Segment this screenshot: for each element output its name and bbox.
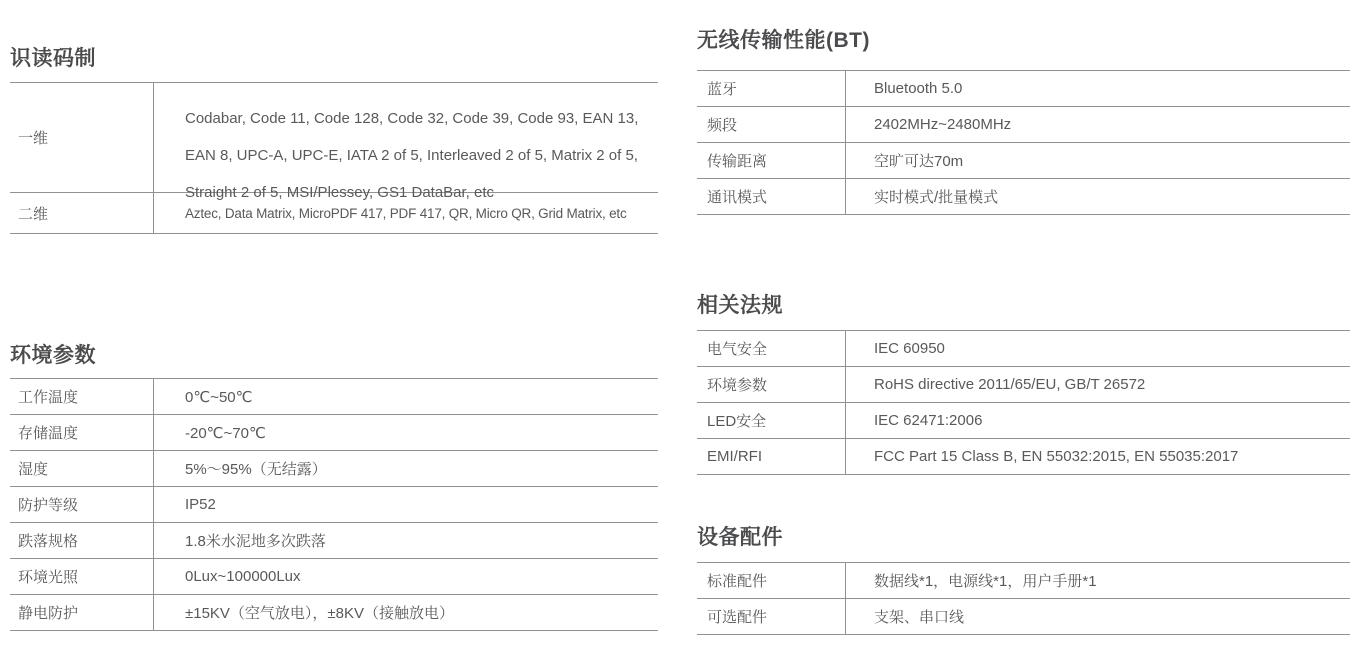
table-row [697,403,1350,439]
row-label: LED安全 [707,413,767,430]
row-label: 通讯模式 [707,189,768,206]
table-row [10,559,658,595]
row-value: 0Lux~100000Lux [153,559,658,594]
row-label: 环境参数 [707,377,768,394]
table-row [697,71,1350,107]
table-row [10,193,658,234]
table-row [10,523,658,559]
table-row [697,331,1350,367]
row-label: 防护等级 [18,497,79,514]
row-label: EMI/RFI [707,448,762,465]
row-value: 5%～95%（无结露） [153,451,658,486]
row-value: 1.8米水泥地多次跌落 [153,523,658,558]
row-label: 工作温度 [18,389,79,406]
row-value: 2402MHz~2480MHz [845,107,1350,142]
row-value: 数据线*1，电源线*1，用户手册*1 [845,563,1350,598]
row-value: Codabar, Code 11, Code 128, Code 32, Code 39, Code 93, EAN 13, EAN 8, UPC-A, UPC-E, IATA 2 of 5, Interleaved 2 of 5, Matrix 2 of 5, Straight 2 of 5, MSI/Plessey, GS1 DataBar, etc [153,83,658,192]
row-label: 传输距离 [707,153,768,170]
row-label: 频段 [707,117,738,134]
section-title-environment: 环境参数 [10,344,96,367]
row-label: 可选配件 [707,609,768,626]
environment-table [10,378,658,631]
row-label: 存储温度 [18,425,79,442]
table-row [10,487,658,523]
section-regulations [697,293,1350,475]
table-row [697,367,1350,403]
row-label: 二维 [18,205,49,223]
row-value: IEC 62471:2006 [845,403,1350,438]
row-value: Aztec, Data Matrix, MicroPDF 417, PDF 417, QR, Micro QR, Grid Matrix, etc [153,193,658,233]
row-value: IEC 60950 [845,331,1350,366]
table-row [697,599,1350,635]
row-value: -20℃~70℃ [153,415,658,450]
section-accessories [697,525,1350,635]
row-label: 环境光照 [18,569,79,586]
row-value: 支架、串口线 [845,599,1350,634]
table-row [697,179,1350,215]
decode-table [10,82,658,234]
table-row [10,415,658,451]
section-title-decode: 识读码制 [10,47,96,70]
section-decode-symbologies [10,46,658,234]
section-title-regulations: 相关法规 [697,294,783,317]
row-label: 一维 [18,130,49,147]
table-row [10,379,658,415]
regulations-table [697,330,1350,475]
row-label: 静电防护 [18,605,79,622]
row-value: 0℃~50℃ [153,379,658,414]
row-value: Bluetooth 5.0 [845,71,1350,106]
section-wireless-bt [697,28,1350,215]
row-value: FCC Part 15 Class B, EN 55032:2015, EN 55035:2017 [845,439,1350,474]
row-value: ±15KV（空气放电），±8KV（接触放电） [153,595,658,630]
row-value: IP52 [153,487,658,522]
row-value: RoHS directive 2011/65/EU, GB/T 26572 [845,367,1350,402]
row-label: 标准配件 [707,573,768,590]
row-value: 实时模式/批量模式 [845,179,1350,214]
table-row [697,439,1350,475]
table-row [697,563,1350,599]
table-row [10,595,658,631]
table-row [697,107,1350,143]
section-environment [10,343,658,631]
section-title-accessories: 设备配件 [697,526,783,549]
row-label: 蓝牙 [707,81,738,98]
table-row [697,143,1350,179]
row-value: 空旷可达70m [845,143,1350,178]
row-label: 电气安全 [707,341,768,358]
wireless-bt-table [697,70,1350,215]
table-row [10,451,658,487]
row-label: 湿度 [18,461,49,478]
accessories-table [697,562,1350,635]
section-title-wireless-bt: 无线传输性能(BT) [697,29,870,52]
row-label: 跌落规格 [18,533,79,550]
table-row [10,83,658,201]
